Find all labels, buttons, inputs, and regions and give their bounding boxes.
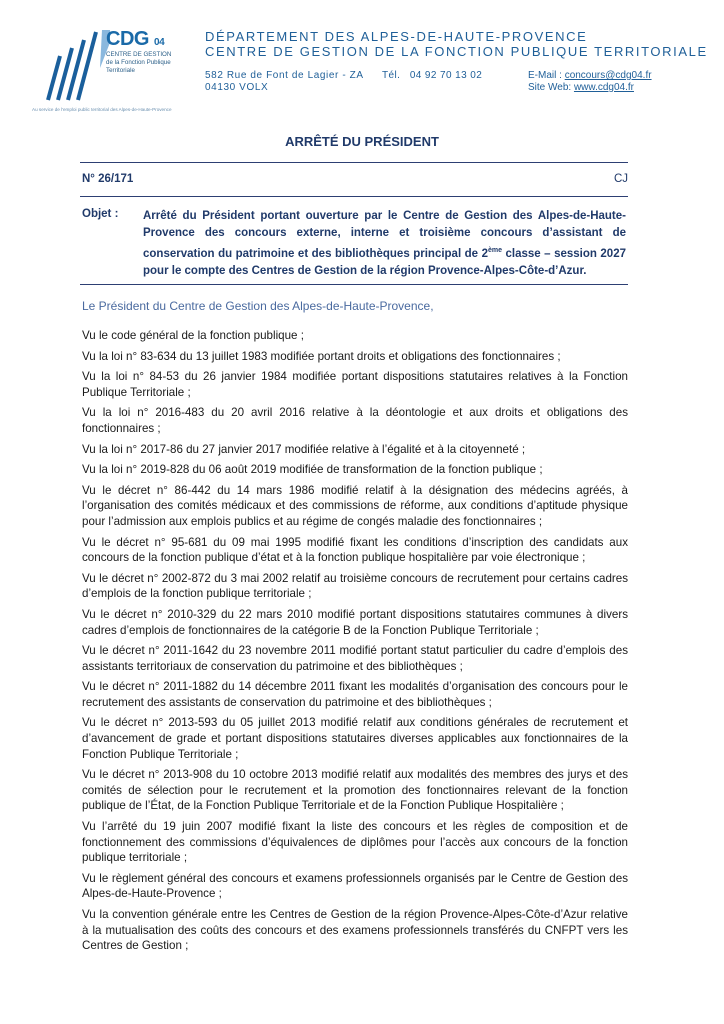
logo-slashes-icon xyxy=(40,28,110,108)
address xyxy=(205,70,364,94)
visa-item: Vu le décret n° 2013-908 du 10 octobre 2013 modifié relatif aux modalités des membres des jurys et des comités de sélection pour le recrutement et la promotion des fonctionnaires relevant de la fonction publique de l’État, de la Fonction Publique Territoriale et de la Fonction Publique Hospitalière ; xyxy=(82,768,628,813)
logo-text xyxy=(106,28,201,75)
site-label: Site Web: xyxy=(528,82,572,93)
logo-brand: CDG 04 xyxy=(106,28,165,50)
document-title: ARRÊTÉ DU PRÉSIDENT xyxy=(285,134,439,149)
letterhead xyxy=(0,0,724,125)
department-heading xyxy=(205,29,708,59)
logo-line-1: CENTRE DE GESTION xyxy=(106,51,172,58)
visa-item: Vu le décret n° 2002-872 du 3 mai 2002 relatif au troisième concours de recrutement pour certains cadres d’emplois de la fonction publique territoriale ; xyxy=(82,571,628,601)
visa-item: Vu le code général de la fonction publique ; xyxy=(82,329,304,342)
dept-line-2: CENTRE DE GESTION DE LA FONCTION PUBLIQUE TERRITORIALE xyxy=(205,44,708,59)
contact-info xyxy=(528,70,652,94)
cdg04-logo xyxy=(32,28,200,118)
visa-item: Vu le décret n° 86-442 du 14 mars 1986 modifié relatif à la désignation des médecins agréés, à l’organisation des comités médicaux et des commissions de réforme, aux conditions d’aptitude physique pour l’admission aux emplois publics et au régime de congés maladie des fonctionnaires ; xyxy=(82,483,628,528)
decree-number: N° 26/171 xyxy=(82,173,134,185)
visa-item: Vu la convention générale entre les Centres de Gestion de la région Provence-Alpes-Côte-d’Azur relative à la mutualisation des coûts des concours et des examens professionnels transférés du CNFPT vers les Centres de Gestion ; xyxy=(82,908,628,953)
logo-line-2: de la Fonction Publique Territoriale xyxy=(106,59,171,74)
visa-item: Vu le décret n° 95-681 du 09 mai 1995 modifié fixant les conditions d’inscription des candidats aux concours de la fonction publique d’état et à la fonction publique hospitalière par voie électronique ; xyxy=(82,535,628,565)
dept-line-1: DÉPARTEMENT DES ALPES-DE-HAUTE-PROVENCE xyxy=(205,29,588,44)
visa-item: Vu la loi n° 84-53 du 26 janvier 1984 modifiée portant dispositions statutaires relatives à la Fonction Publique Territoriale ; xyxy=(82,370,628,399)
divider-middle xyxy=(80,196,628,197)
website-link[interactable]: www.cdg04.fr xyxy=(573,82,634,93)
objet-label: Objet : xyxy=(82,208,119,220)
visa-item: Vu le décret n° 2011-1882 du 14 décembre 2011 fixant les modalités d’organisation des concours pour le recrutement des assistants de conservation du patrimoine et des bibliothèques ; xyxy=(82,680,628,709)
visa-item: Vu le décret n° 2011-1642 du 23 novembre 2011 modifié portant statut particulier du cadre d’emplois des assistants territoriaux de conservation du patrimoine et des bibliothèques ; xyxy=(82,644,628,673)
address-line-1: 582 Rue de Font de Lagier - ZA xyxy=(205,70,364,81)
visa-item: Vu le règlement général des concours et examens professionnels organisés par le Centre de Gestion des Alpes-de-Haute-Provence ; xyxy=(82,871,628,901)
visa-item: Vu la loi n° 2017-86 du 27 janvier 2017 modifiée relative à l’égalité et à la citoyenneté ; xyxy=(82,442,526,456)
reference-initials: CJ xyxy=(613,173,628,185)
visa-item: Vu le décret n° 2013-593 du 05 juillet 2013 modifié relatif aux conditions générales de recrutement et d’avancement de grade et portant dispositions statutaires diverses applicables aux fonctionnaires de la Fonction Publique Territoriale ; xyxy=(82,716,628,761)
email-label: E-Mail : xyxy=(528,70,562,81)
visa-item: Vu le décret n° 2010-329 du 22 mars 2010 modifié portant dispositions statutaires communes à divers cadres d’emplois de fonctionnaires de la catégorie B de la Fonction Publique Territoriale ; xyxy=(82,607,628,637)
objet-text: Arrêté du Président portant ouverture par le Centre de Gestion des Alpes-de-Haute-Provence des concours externe, interne et troisième concours d’assistant de conservation du patrimoine et des bibliothèques principal de 2ème classe – session 2027 pour le compte des Centres de Gestion de la région Provence-Alpes-Côte-d’Azur. xyxy=(143,210,626,277)
telephone xyxy=(382,70,482,81)
tel-value: 04 92 70 13 02 xyxy=(409,70,483,81)
president-statement: Le Président du Centre de Gestion des Alpes-de-Haute-Provence, xyxy=(82,299,434,313)
divider-top xyxy=(80,162,628,163)
logo-tagline: Au service de l'emploi public territorial des Alpes-de-Haute-Provence xyxy=(32,107,172,112)
visa-list xyxy=(82,328,628,959)
address-line-2: 04130 VOLX xyxy=(205,82,269,93)
visa-item: Vu l’arrêté du 19 juin 2007 modifié fixant la liste des concours et les règles de composition et de fonctionnement des commissions d’équivalences de diplômes pour l’accès aux concours de la fonction publique territoriale ; xyxy=(82,820,628,865)
email-link[interactable]: concours@cdg04.fr xyxy=(564,70,652,81)
tel-label: Tél. xyxy=(382,70,401,81)
visa-item: Vu la loi n° 2019-828 du 06 août 2019 modifiée de transformation de la fonction publique ; xyxy=(82,463,543,477)
divider-bottom xyxy=(80,284,628,285)
visa-item: Vu la loi n° 2016-483 du 20 avril 2016 relative à la déontologie et aux droits et obligations des fonctionnaires ; xyxy=(82,406,628,435)
visa-item: Vu la loi n° 83-634 du 13 juillet 1983 modifiée portant droits et obligations des fonctionnaires ; xyxy=(82,349,561,363)
